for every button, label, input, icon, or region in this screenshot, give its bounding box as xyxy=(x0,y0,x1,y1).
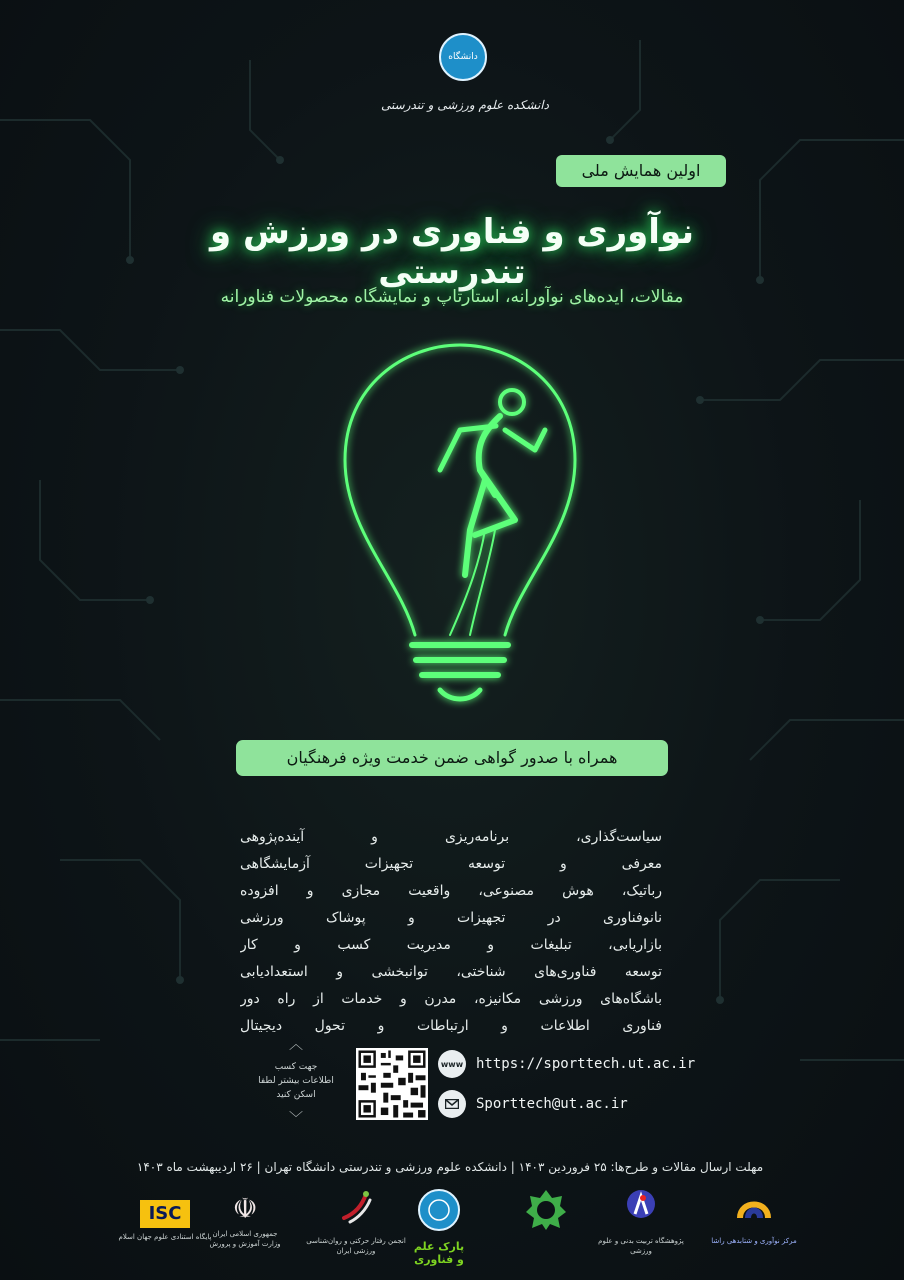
mail-icon xyxy=(438,1090,466,1118)
topic-item: معرفی و توسعه تجهیزات آزمایشگاهی xyxy=(240,856,662,872)
association-caption: انجمن رفتار حرکتی و روان‌شناسی ورزشی ایران xyxy=(306,1237,406,1255)
scan-line-1: جهت کسب xyxy=(274,1062,318,1072)
association-mark-icon xyxy=(336,1188,376,1228)
topics-list xyxy=(240,824,662,1040)
topic-item: باشگاه‌های ورزشی مکانیزه، مدرن و خدمات از راه دور xyxy=(240,991,662,1007)
association-logo xyxy=(296,1188,416,1268)
chevron-up-icon: ︿ xyxy=(289,1037,303,1053)
certificate-badge: همراه با صدور گواهی ضمن خدمت ویژه فرهنگیان xyxy=(236,740,668,776)
tehran-emblem-icon xyxy=(524,1188,568,1232)
topic-item: رباتیک، هوش مصنوعی، واقعیت مجازی و افزوده xyxy=(240,883,662,899)
web-icon-label: www xyxy=(440,1059,464,1069)
science-park-logo xyxy=(410,1188,468,1268)
rasha-mark-icon xyxy=(732,1188,776,1228)
topic-item: توسعه فناوری‌های شناختی، توانبخشی و استعدادیابی xyxy=(240,964,662,980)
event-subtitle: مقالات، ایده‌های نوآورانه، استارتاپ و نمایشگاه محصولات فناورانه xyxy=(220,287,684,307)
lightbulb-runner-illustration xyxy=(300,330,620,710)
website-link[interactable]: https://sporttech.ut.ac.ir xyxy=(476,1056,696,1072)
topic-item: سیاست‌گذاری، برنامه‌ریزی و آینده‌پژوهی xyxy=(240,829,662,845)
rasha-caption: مرکز نوآوری و شتابدهی راشا xyxy=(711,1237,797,1245)
scan-line-3: اسکن کنید xyxy=(276,1090,316,1100)
iran-emblem-logo xyxy=(200,1188,290,1268)
rasha-innovation-logo xyxy=(704,1188,804,1268)
email-link[interactable]: Sporttech@ut.ac.ir xyxy=(476,1096,628,1112)
scan-prompt xyxy=(246,1034,346,1144)
topic-item: نانوفناوری در تجهیزات و پوشاک ورزشی xyxy=(240,910,662,926)
event-badge: اولین همایش ملی xyxy=(556,155,726,187)
sports-institute-icon xyxy=(623,1188,659,1228)
globe-icon xyxy=(438,1050,466,1078)
isc-mark: ISC xyxy=(140,1200,190,1228)
iran-caption-2: وزارت آموزش و پرورش xyxy=(209,1240,281,1248)
topic-item: بازاریابی، تبلیغات و مدیریت کسب و کار xyxy=(240,937,662,953)
science-park-emblem-icon xyxy=(413,1188,465,1240)
sports-institute-caption: پژوهشگاه تربیت بدنی و علوم ورزشی xyxy=(598,1237,684,1255)
isc-caption: پایگاه استنادی علوم جهان اسلام xyxy=(118,1233,212,1241)
faculty-name: دانشکده علوم ورزشی و تندرستی xyxy=(381,98,549,112)
iran-emblem-icon: ☫ xyxy=(232,1192,258,1225)
science-park-caption: پارک علم و فناوری xyxy=(413,1240,465,1266)
sports-institute-logo xyxy=(596,1188,686,1268)
event-title: نوآوری و فناوری در ورزش و تندرستی xyxy=(209,212,695,292)
university-logo-text: دانشگاه xyxy=(448,52,478,62)
chevron-down-icon: ﹀ xyxy=(289,1111,303,1127)
topic-item: فناوری اطلاعات و ارتباطات و تحول دیجیتال xyxy=(240,1018,662,1034)
scan-line-2: اطلاعات بیشتر لطفا xyxy=(258,1076,334,1086)
university-logo xyxy=(439,33,487,81)
deadline-info: مهلت ارسال مقالات و طرح‌ها: ۲۵ فروردین ۱۴۰۳ | دانشکده علوم ورزشی و تندرستی دانشگاه تهران | ۲۶ اردیبهشت ماه ۱۴۰۳ xyxy=(136,1160,764,1174)
qr-code[interactable] xyxy=(356,1048,428,1120)
tehran-municipality-logo xyxy=(514,1188,578,1268)
iran-caption-1: جمهوری اسلامی ایران xyxy=(212,1230,278,1238)
